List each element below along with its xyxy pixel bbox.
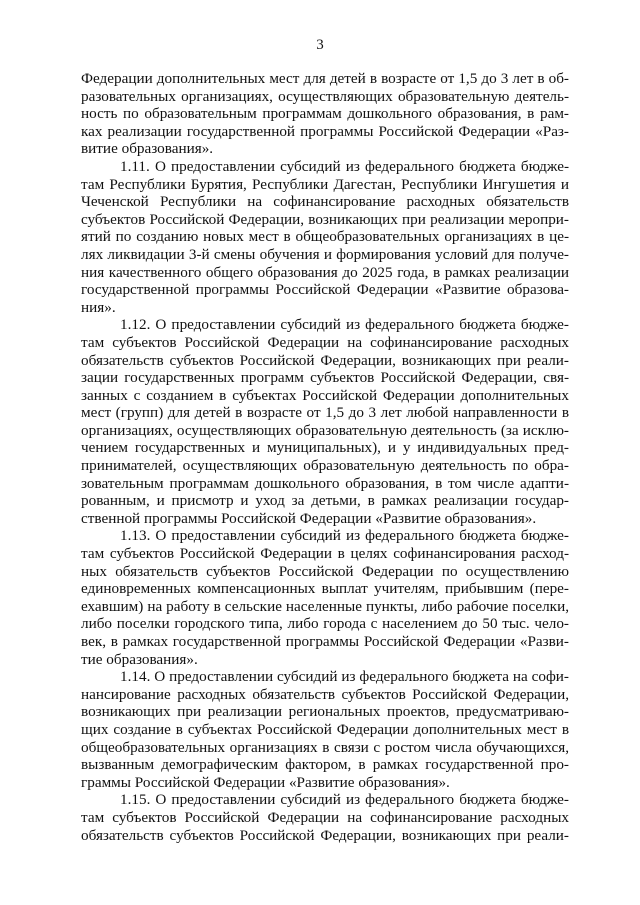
paragraph-first-line: 1.11. О предоставлении субсидий из федерального бюджета бюдже- bbox=[120, 157, 569, 175]
text-line: мест (групп) для детей в возрасте от 1,5 до 3 лет любой направленности в bbox=[81, 404, 569, 422]
text-line: ния». bbox=[81, 298, 116, 316]
paragraph-first-line: 1.14. О предоставлении субсидий из федерального бюджета на софи- bbox=[120, 668, 569, 686]
text-line: нансирование расходных обязательств субъектов Российской Федерации, bbox=[81, 685, 569, 703]
text-line: там субъектов Российской Федерации в целях софинансирования расход- bbox=[81, 545, 569, 563]
text-line: общеобразовательных организациях в связи с ростом числа обучающихся, bbox=[81, 738, 569, 756]
text-line: зовательным программам дошкольного образования, в том числе адапти- bbox=[81, 474, 569, 492]
text-line: витие образования». bbox=[81, 140, 214, 158]
text-line: государственной программы Российской Федерации «Развитие образова- bbox=[81, 281, 569, 299]
text-line: ных обязательств субъектов Российской Федерации по осуществлению bbox=[81, 562, 569, 580]
text-line: ятий по созданию новых мест в общеобразовательных организациях в це- bbox=[81, 228, 569, 246]
text-line: вызванным демографическим фактором, в рамках государственной про- bbox=[81, 756, 569, 774]
page-number: 3 bbox=[316, 37, 324, 53]
text-line: занных с созданием в субъектах Российской Федерации дополнительных bbox=[81, 386, 569, 404]
text-line: там Республики Бурятия, Республики Дагестан, Республики Ингушетия и bbox=[81, 175, 569, 193]
paragraph-first-line: 1.12. О предоставлении субсидий из федерального бюджета бюдже- bbox=[120, 316, 569, 334]
text-line: зации государственных программ субъектов Российской Федерации, свя- bbox=[81, 369, 569, 387]
paragraph-first-line: 1.13. О предоставлении субсидий из федерального бюджета бюдже- bbox=[120, 527, 569, 545]
text-line: обязательств субъектов Российской Федерации, возникающих при реали- bbox=[81, 351, 569, 369]
text-line: ках реализации государственной программы Российской Федерации «Раз- bbox=[81, 122, 569, 140]
text-line: граммы Российской Федерации «Развитие образования». bbox=[81, 773, 450, 791]
text-line: принимателей, осуществляющих образовательную деятельность по обра- bbox=[81, 457, 569, 475]
text-line: либо поселки городского типа, либо города с населением до 50 тыс. чело- bbox=[81, 615, 569, 633]
text-line: единовременных компенсационных выплат учителям, прибывшим (пере- bbox=[81, 580, 569, 598]
text-line: век, в рамках государственной программы Российской Федерации «Разви- bbox=[81, 633, 569, 650]
text-line: там субъектов Российской Федерации на софинансирование расходных bbox=[81, 333, 569, 351]
text-line: разовательных организациях, осуществляющих образовательную деятель- bbox=[81, 87, 569, 105]
document-body bbox=[81, 70, 569, 844]
text-line: обязательств субъектов Российской Федерации, возникающих при реали- bbox=[81, 826, 569, 844]
paragraph-first-line: 1.15. О предоставлении субсидий из федерального бюджета бюдже- bbox=[120, 791, 569, 809]
text-line: субъектов Российской Федерации, возникающих при реализации меропри- bbox=[81, 210, 569, 228]
text-line: Чеченской Республики на софинансирование расходных обязательств bbox=[81, 193, 569, 211]
text-line: щих создание в субъектах Российской Федерации дополнительных мест в bbox=[81, 720, 569, 738]
text-line: чением государственных и муниципальных), и у индивидуальных пред- bbox=[81, 439, 569, 457]
text-line: там субъектов Российской Федерации на софинансирование расходных bbox=[81, 808, 569, 826]
text-line: организациях, осуществляющих образовательную деятельность (за исклю- bbox=[81, 421, 569, 439]
text-line: Федерации дополнительных мест для детей в возрасте от 1,5 до 3 лет в об- bbox=[81, 70, 569, 87]
text-line: рованным, и присмотр и уход за детьми, в рамках реализации государ- bbox=[81, 492, 569, 510]
text-line: ность по образовательным программам дошкольного образования, в рам- bbox=[81, 105, 569, 123]
text-line: лях ликвидации 3-й смены обучения и формирования условий для получе- bbox=[81, 245, 569, 263]
text-line: ственной программы Российской Федерации «Развитие образования». bbox=[81, 509, 537, 527]
text-line: тие образования». bbox=[81, 650, 198, 668]
text-line: ния качественного общего образования до 2025 года, в рамках реализации bbox=[81, 263, 569, 281]
text-line: возникающих при реализации региональных проектов, предусматриваю- bbox=[81, 703, 569, 721]
text-line: ехавшим) на работу в сельские населенные пункты, либо рабочие поселки, bbox=[81, 597, 569, 615]
